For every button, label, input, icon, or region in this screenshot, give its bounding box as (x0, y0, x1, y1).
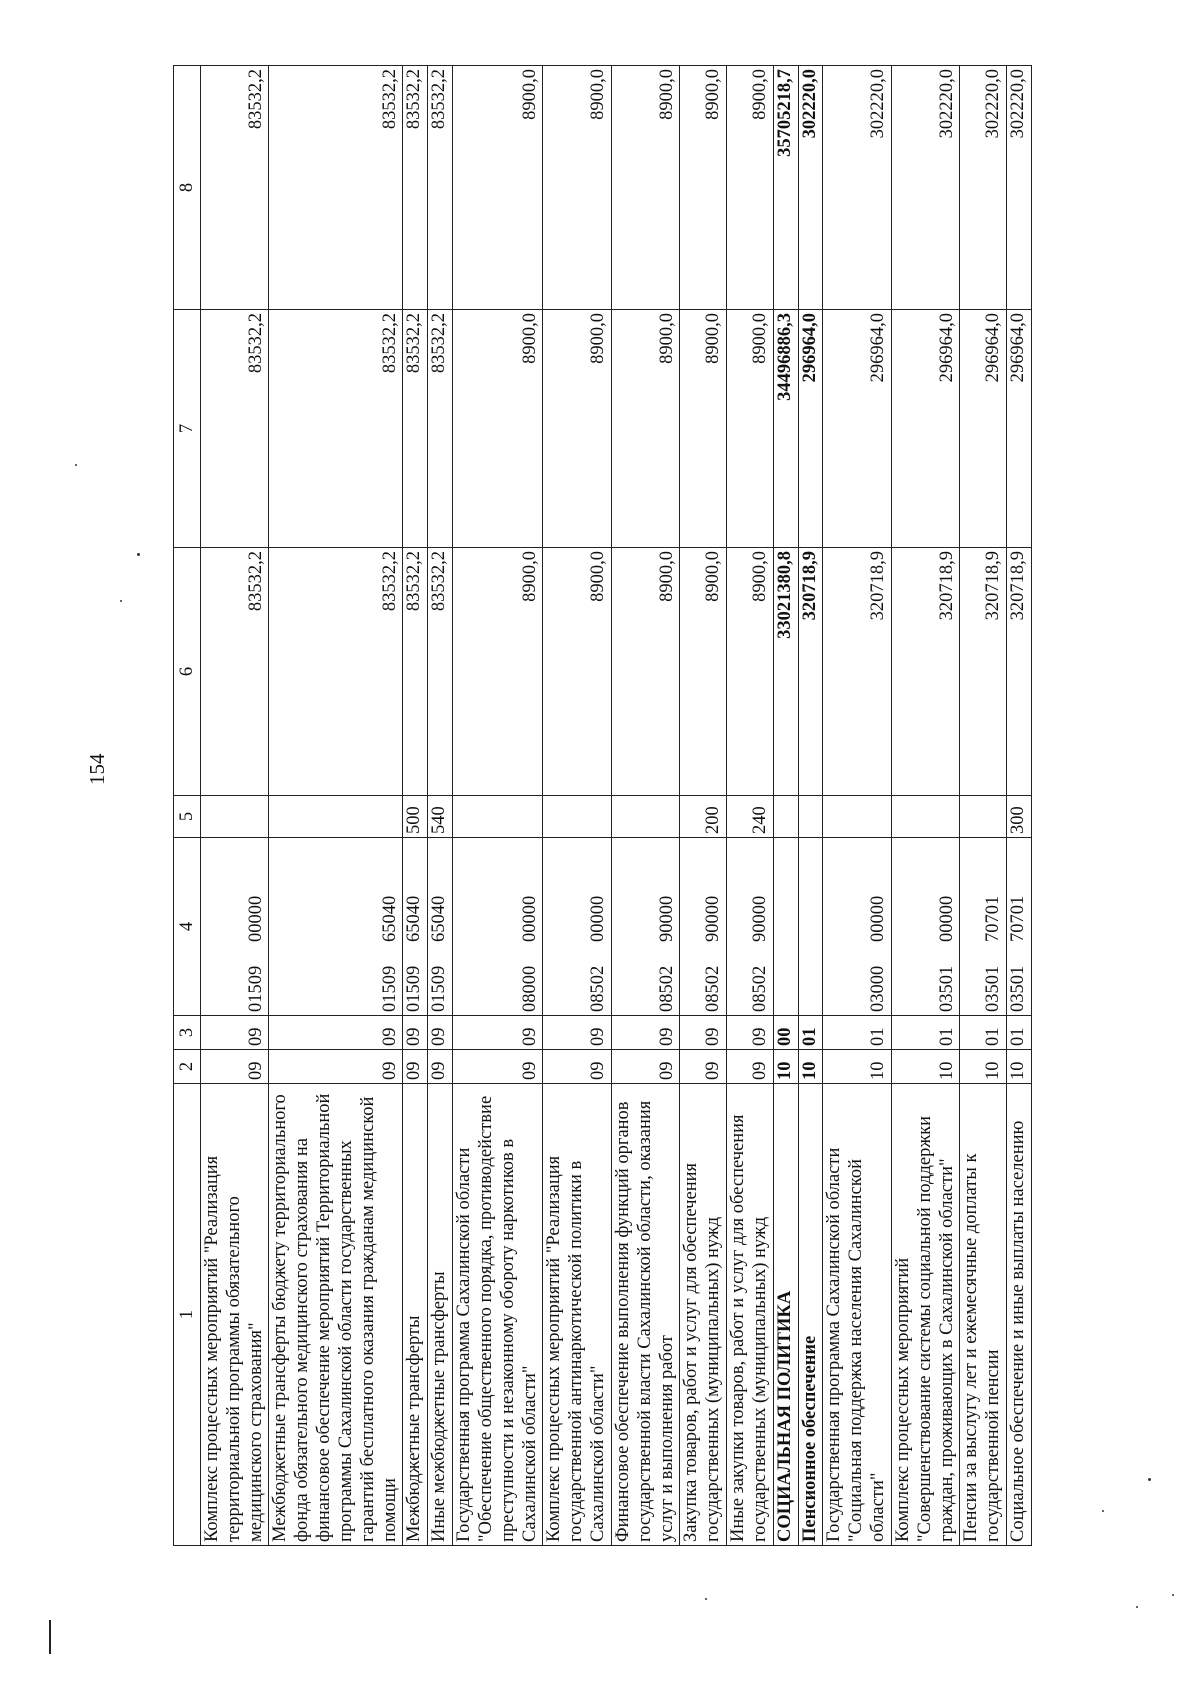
amount-col-8: 83532,2 (428, 66, 453, 310)
subsection-code: 09 (727, 1016, 774, 1050)
column-header: 5 (174, 796, 201, 838)
page-number: 154 (85, 753, 109, 785)
table-row (403, 66, 428, 1546)
subsection-code: 01 (798, 1016, 823, 1050)
target-article-code (543, 838, 611, 1016)
row-name: Государственная программа Сахалинской области "Обеспечение общественного порядка, противодействие преступности и незаконному обороту наркотиков в Сахалинской области" (453, 1084, 543, 1546)
subsection-code: 01 (1006, 1016, 1031, 1050)
column-header: 3 (174, 1016, 201, 1050)
amount-col-8: 302220,0 (823, 66, 891, 310)
target-article-code (680, 838, 727, 1016)
target-article-code (403, 838, 428, 1016)
row-name: Пенсионное обеспечение (798, 1084, 823, 1546)
amount-col-8: 8900,0 (680, 66, 727, 310)
target-article-code (611, 838, 679, 1016)
target-article-code (823, 838, 891, 1016)
subsection-code: 09 (403, 1016, 428, 1050)
subsection-code: 09 (680, 1016, 727, 1050)
amount-col-7: 8900,0 (727, 310, 774, 548)
target-article-program-part: 01509 (404, 965, 425, 1012)
rotated-page-content (173, 66, 1173, 1546)
section-code: 10 (798, 1050, 823, 1084)
amount-col-7: 83532,2 (269, 310, 403, 548)
section-code: 10 (823, 1050, 891, 1084)
scan-speck (1148, 1478, 1151, 1481)
amount-col-7: 34496886,3 (773, 310, 798, 548)
amount-col-6: 83532,2 (403, 548, 428, 796)
amount-col-6: 83532,2 (428, 548, 453, 796)
target-article-code (453, 838, 543, 1016)
target-article-program-part: 03501 (1007, 965, 1028, 1012)
row-name: Иные межбюджетные трансферты (428, 1084, 453, 1546)
amount-col-8: 8900,0 (453, 66, 543, 310)
target-article-direction-part: 00000 (936, 895, 957, 942)
amount-col-6: 320718,9 (960, 548, 1007, 796)
target-article-direction-part: 65040 (404, 895, 425, 942)
amount-col-6: 8900,0 (611, 548, 679, 796)
scan-speck (705, 1598, 707, 1600)
row-name: Межбюджетные трансферты бюджету территориального фонда обязательного медицинского страхования на финансовое обеспечение мероприятий Территориальной программы Сахалинской области государственных гарантий бесплатного оказания гражданам медицинской помощи (269, 1084, 403, 1546)
target-article-program-part: 01509 (429, 965, 450, 1012)
subsection-code: 00 (773, 1016, 798, 1050)
target-article-code (798, 838, 823, 1016)
amount-col-7: 83532,2 (201, 310, 269, 548)
row-name: Комплекс процессных мероприятий "Совершенствование системы социальной поддержки граждан, проживающих в Сахалинской области" (891, 1084, 959, 1546)
amount-col-6: 8900,0 (543, 548, 611, 796)
target-article-code (960, 838, 1007, 1016)
column-header: 6 (174, 548, 201, 796)
amount-col-7: 8900,0 (611, 310, 679, 548)
table-row (823, 66, 891, 1546)
target-article-direction-part: 90000 (749, 895, 770, 942)
target-article-direction-part: 90000 (703, 895, 724, 942)
expense-type-code (773, 796, 798, 838)
amount-col-6: 320718,9 (823, 548, 891, 796)
amount-col-6: 320718,9 (798, 548, 823, 796)
section-code: 09 (453, 1050, 543, 1084)
amount-col-8: 302220,0 (891, 66, 959, 310)
row-name: Иные закупки товаров, работ и услуг для обеспечения государственных (муниципальных) нужд (727, 1084, 774, 1546)
row-name: Финансовое обеспечение выполнения функций органов государственной власти Сахалинской области, оказания услуг и выполнения работ (611, 1084, 679, 1546)
amount-col-8: 302220,0 (960, 66, 1007, 310)
amount-col-7: 83532,2 (428, 310, 453, 548)
target-article-code (773, 838, 798, 1016)
row-name: Комплекс процессных мероприятий "Реализация государственной антинаркотической политики в Сахалинской области" (543, 1084, 611, 1546)
column-header: 8 (174, 66, 201, 310)
target-article-program-part: 03501 (936, 965, 957, 1012)
target-article-program-part: 03501 (983, 965, 1004, 1012)
column-header: 2 (174, 1050, 201, 1084)
subsection-code: 09 (201, 1016, 269, 1050)
table-row (1006, 66, 1031, 1546)
amount-col-8: 83532,2 (269, 66, 403, 310)
target-article-direction-part: 00000 (519, 895, 540, 942)
section-code: 09 (727, 1050, 774, 1084)
amount-col-7: 83532,2 (403, 310, 428, 548)
amount-col-6: 8900,0 (680, 548, 727, 796)
subsection-code: 09 (611, 1016, 679, 1050)
target-article-program-part: 08502 (588, 965, 609, 1012)
target-article-code (727, 838, 774, 1016)
expense-type-code (960, 796, 1007, 838)
expense-type-code (823, 796, 891, 838)
target-article-code (201, 838, 269, 1016)
target-article-program-part: 08000 (519, 965, 540, 1012)
expense-type-code (543, 796, 611, 838)
target-article-program-part: 01509 (245, 965, 266, 1012)
column-header: 4 (174, 838, 201, 1016)
amount-col-8: 83532,2 (403, 66, 428, 310)
scan-speck (75, 464, 77, 466)
row-name: Социальное обеспечение и иные выплаты населению (1006, 1084, 1031, 1546)
table-row (727, 66, 774, 1546)
amount-col-7: 296964,0 (960, 310, 1007, 548)
target-article-direction-part: 90000 (656, 895, 677, 942)
amount-col-8: 8900,0 (543, 66, 611, 310)
section-code: 10 (891, 1050, 959, 1084)
target-article-code (1006, 838, 1031, 1016)
table-row (453, 66, 543, 1546)
section-code: 10 (1006, 1050, 1031, 1084)
scan-speck (137, 553, 140, 556)
scan-speck (1102, 1510, 1104, 1512)
target-article-code (428, 838, 453, 1016)
table-row (680, 66, 727, 1546)
amount-col-8: 83532,2 (201, 66, 269, 310)
amount-col-6: 8900,0 (453, 548, 543, 796)
row-name: Пенсии за выслугу лет и ежемесячные доплаты к государственной пенсии (960, 1084, 1007, 1546)
subsection-code: 09 (453, 1016, 543, 1050)
amount-col-7: 8900,0 (680, 310, 727, 548)
table-row (891, 66, 959, 1546)
scan-speck (1172, 1594, 1174, 1596)
target-article-direction-part: 00000 (245, 895, 266, 942)
section-code: 09 (269, 1050, 403, 1084)
row-name: СОЦИАЛЬНАЯ ПОЛИТИКА (773, 1084, 798, 1546)
table-row (773, 66, 798, 1546)
section-code: 09 (611, 1050, 679, 1084)
amount-col-6: 320718,9 (1006, 548, 1031, 796)
section-code: 09 (428, 1050, 453, 1084)
target-article-program-part: 08502 (703, 965, 724, 1012)
expense-type-code: 500 (403, 796, 428, 838)
target-article-direction-part: 70701 (983, 895, 1004, 942)
amount-col-8: 302220,0 (1006, 66, 1031, 310)
amount-col-8: 8900,0 (611, 66, 679, 310)
budget-table (173, 65, 1032, 1546)
expense-type-code: 540 (428, 796, 453, 838)
amount-col-7: 296964,0 (798, 310, 823, 548)
table-row (201, 66, 269, 1546)
target-article-program-part: 01509 (379, 965, 400, 1012)
target-article-direction-part: 65040 (379, 895, 400, 942)
target-article-program-part: 08502 (749, 965, 770, 1012)
subsection-code: 09 (269, 1016, 403, 1050)
amount-col-8: 8900,0 (727, 66, 774, 310)
amount-col-7: 296964,0 (1006, 310, 1031, 548)
subsection-code: 01 (891, 1016, 959, 1050)
expense-type-code: 240 (727, 796, 774, 838)
amount-col-7: 8900,0 (453, 310, 543, 548)
subsection-code: 09 (428, 1016, 453, 1050)
table-row (611, 66, 679, 1546)
expense-type-code (269, 796, 403, 838)
amount-col-6: 320718,9 (891, 548, 959, 796)
amount-col-6: 83532,2 (269, 548, 403, 796)
table-row (543, 66, 611, 1546)
column-header: 1 (174, 1084, 201, 1546)
target-article-direction-part: 00000 (588, 895, 609, 942)
table-row (428, 66, 453, 1546)
section-code: 10 (773, 1050, 798, 1084)
target-article-program-part: 03000 (868, 965, 889, 1012)
target-article-code (269, 838, 403, 1016)
target-article-direction-part: 65040 (429, 895, 450, 942)
table-row (269, 66, 403, 1546)
amount-col-6: 33021380,8 (773, 548, 798, 796)
expense-type-code (798, 796, 823, 838)
subsection-code: 01 (960, 1016, 1007, 1050)
amount-col-6: 8900,0 (727, 548, 774, 796)
section-code: 09 (201, 1050, 269, 1084)
table-row (960, 66, 1007, 1546)
target-article-code (891, 838, 959, 1016)
amount-col-7: 8900,0 (543, 310, 611, 548)
column-header: 7 (174, 310, 201, 548)
subsection-code: 01 (823, 1016, 891, 1050)
expense-type-code (453, 796, 543, 838)
scan-speck (120, 600, 122, 602)
amount-col-6: 83532,2 (201, 548, 269, 796)
subsection-code: 09 (543, 1016, 611, 1050)
target-article-program-part: 08502 (656, 965, 677, 1012)
row-name: Межбюджетные трансферты (403, 1084, 428, 1546)
section-code: 09 (403, 1050, 428, 1084)
amount-col-8: 35705218,7 (773, 66, 798, 310)
row-name: Государственная программа Сахалинской области "Социальная поддержка населения Сахалинской области" (823, 1084, 891, 1546)
target-article-direction-part: 00000 (868, 895, 889, 942)
expense-type-code (201, 796, 269, 838)
table-row (798, 66, 823, 1546)
expense-type-code (891, 796, 959, 838)
amount-col-7: 296964,0 (823, 310, 891, 548)
amount-col-7: 296964,0 (891, 310, 959, 548)
expense-type-code: 300 (1006, 796, 1031, 838)
target-article-direction-part: 70701 (1007, 895, 1028, 942)
expense-type-code: 200 (680, 796, 727, 838)
section-code: 09 (543, 1050, 611, 1084)
row-name: Закупка товаров, работ и услуг для обеспечения государственных (муниципальных) нужд (680, 1084, 727, 1546)
amount-col-8: 302220,0 (798, 66, 823, 310)
expense-type-code (611, 796, 679, 838)
scan-edge-mark (49, 1620, 51, 1654)
section-code: 09 (680, 1050, 727, 1084)
row-name: Комплекс процессных мероприятий "Реализация территориальной программы обязательного медицинского страхования" (201, 1084, 269, 1546)
scan-speck (1136, 1606, 1138, 1608)
column-number-row (174, 66, 201, 1546)
section-code: 10 (960, 1050, 1007, 1084)
